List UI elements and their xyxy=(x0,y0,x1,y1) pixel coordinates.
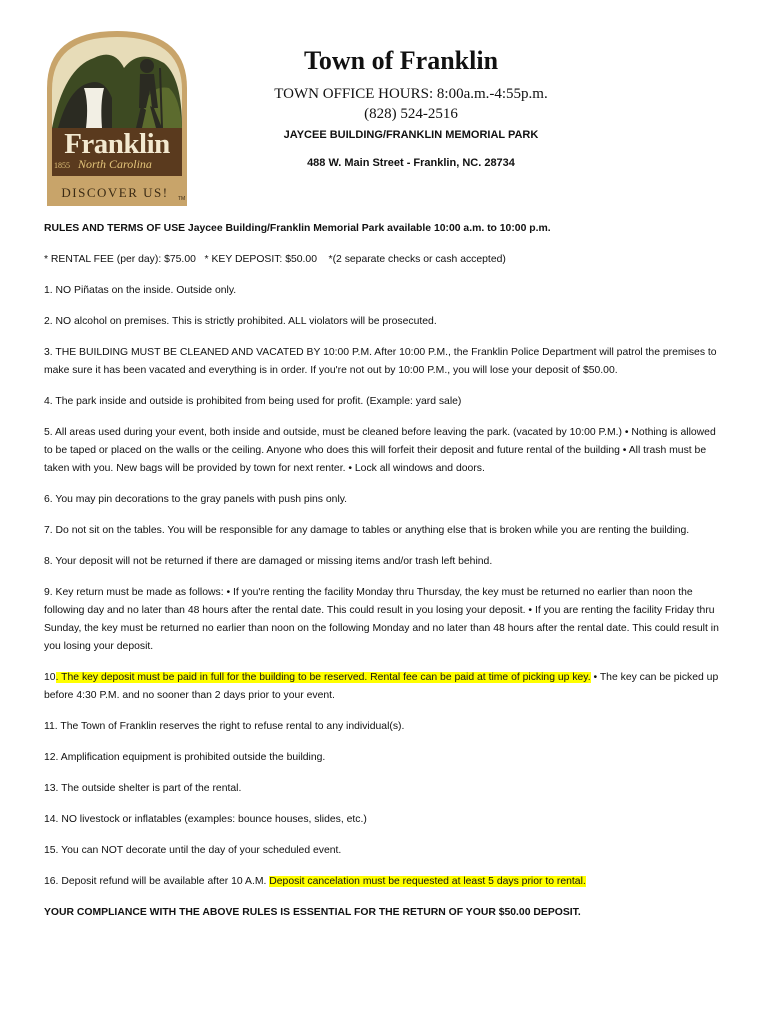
rule-2: 2. NO alcohol on premises. This is strictly prohibited. ALL violators will be prosecuted. xyxy=(44,316,437,327)
logo-state: North Carolina xyxy=(78,157,152,171)
page-title: Town of Franklin xyxy=(303,46,499,75)
logo-trademark: TM xyxy=(178,196,186,202)
rule-16-highlight: Deposit cancelation must be requested at least 5 days prior to rental. xyxy=(269,876,586,887)
rule-3: 3. THE BUILDING MUST BE CLEANED AND VACATED BY 10:00 P.M. After 10:00 P.M., the Franklin Police Department will patrol the premises to make sure it has been vacated and everything is in order. If you're not out by 10:00 P.M., you will lose your deposit of $50.00. xyxy=(44,347,717,376)
rule-10-rest: • The key can be picked up before 4:30 P.M. and no sooner than 2 days prior to your event. xyxy=(44,672,719,701)
rule-15: 15. You can NOT decorate until the day of your scheduled event. xyxy=(44,845,342,856)
rule-11: 11. The Town of Franklin reserves the right to refuse rental to any individual(s). xyxy=(44,721,405,732)
rule-1: 1. NO Piñatas on the inside. Outside only. xyxy=(44,285,237,296)
rule-10-highlight: . The key deposit must be paid in full for the building to be reserved. Rental fee can be paid at time of picking up key. xyxy=(55,672,591,683)
rule-9: 9. Key return must be made as follows: • If you're renting the facility Monday thru Thursday, the key must be returned no earlier than noon the following day and no later than 48 hours after the rental date. This could result in you losing your deposit. • If you are renting the facility Friday thru Sunday, the key must be returned no earlier than noon on the following Monday and no later than 48 hours after the rental date. This could result in you losing your deposit. xyxy=(44,587,719,652)
rule-13: 13. The outside shelter is part of the rental. xyxy=(44,783,242,794)
rule-16 xyxy=(44,873,720,891)
rules-section xyxy=(44,220,720,935)
building-name: JAYCEE BUILDING/FRANKLIN MEMORIAL PARK xyxy=(283,129,539,141)
logo-wordmark: Franklin xyxy=(64,128,170,160)
rule-7: 7. Do not sit on the tables. You will be responsible for any damage to tables or anything else that is broken while you are renting the building. xyxy=(44,525,690,536)
logo-year: 1855 xyxy=(54,161,70,170)
logo-tagline: DISCOVER US! xyxy=(61,185,169,200)
office-hours: TOWN OFFICE HOURS: 8:00a.m.-4:55p.m. xyxy=(274,86,548,102)
rule-6: 6. You may pin decorations to the gray panels with push pins only. xyxy=(44,494,348,505)
rule-10-number: 10 xyxy=(44,672,56,683)
phone-number: (828) 524-2516 xyxy=(364,106,458,122)
rule-16-text: 16. Deposit refund will be available after 10 A.M. xyxy=(44,876,270,887)
franklin-logo xyxy=(44,28,190,208)
rule-5: 5. All areas used during your event, both inside and outside, must be cleaned before leaving the park. (vacated by 10:00 P.M.) • Nothing is allowed to be taped or placed on the walls or the ceiling. Anyone who does this will forfeit their deposit and future rental of the building • All trash must be taken with you. New bags will be provided by town for next renter. • Lock all windows and doors. xyxy=(44,427,716,474)
rule-10 xyxy=(44,669,720,705)
rules-intro: RULES AND TERMS OF USE Jaycee Building/Franklin Memorial Park available 10:00 a.m. to 10:00 p.m. xyxy=(44,223,551,234)
rule-8: 8. Your deposit will not be returned if there are damaged or missing items and/or trash left behind. xyxy=(44,556,493,567)
compliance-note: YOUR COMPLIANCE WITH THE ABOVE RULES IS ESSENTIAL FOR THE RETURN OF YOUR $50.00 DEPOSIT. xyxy=(44,907,581,918)
rule-4: 4. The park inside and outside is prohibited from being used for profit. (Example: yard sale) xyxy=(44,396,462,407)
fees-line: * RENTAL FEE (per day): $75.00 * KEY DEPOSIT: $50.00 *(2 separate checks or cash accepted) xyxy=(44,254,506,265)
rule-12: 12. Amplification equipment is prohibited outside the building. xyxy=(44,752,326,763)
street-address: 488 W. Main Street - Franklin, NC. 28734 xyxy=(307,157,515,169)
rule-14: 14. NO livestock or inflatables (examples: bounce houses, slides, etc.) xyxy=(44,814,367,825)
